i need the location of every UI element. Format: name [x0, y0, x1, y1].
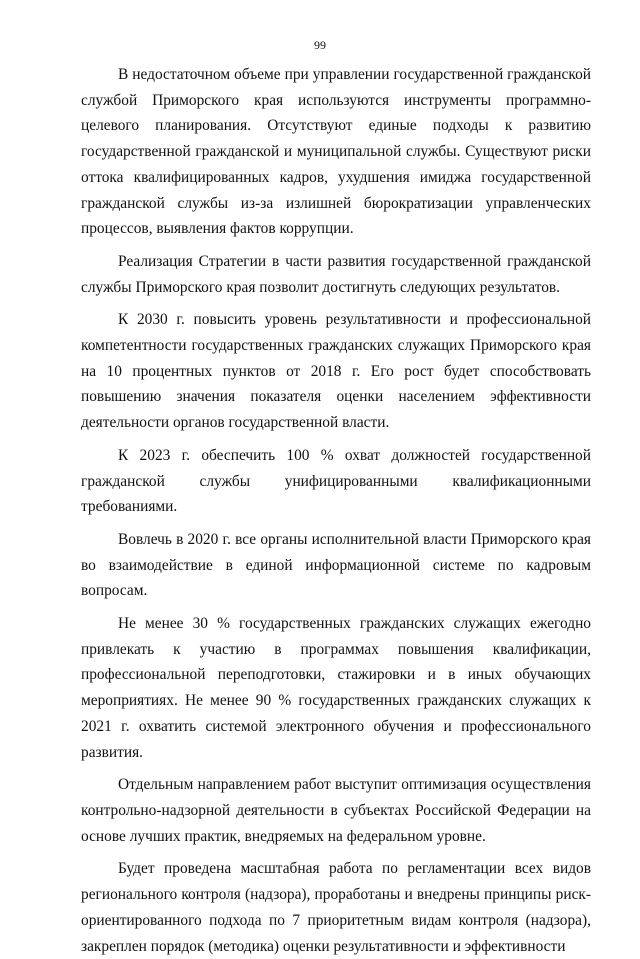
paragraph-training-targets: Не менее 30 % государственных гражданских служащих ежегодно привлекать к участию в программах повышения квалификации, профессиональной переподготовки, стажировки и в иных обучающих мероприятиях. Не менее 90 % государственных гражданских служащих к 2021 г. охватить системой электронного обучения и профессионального развития. — [81, 615, 591, 761]
paragraph-strategy-results: Реализация Стратегии в части развития государственной гражданской службы Приморского края позволит достигнуть следующих результатов. — [81, 252, 591, 296]
document-body — [81, 62, 591, 959]
paragraph-regulation-work: Будет проведена масштабная работа по регламентации всех видов регионального контроля (надзора), проработаны и внедрены принципы риск-ориентированного подхода по 7 приоритетным видам контроля (надзора), закреплен порядок (методика) оценки результативности и эффективности — [81, 860, 591, 955]
paragraph-target-2020: Вовлечь в 2020 г. все органы исполнительной власти Приморского края во взаимодействие в единой информационной системе по кадровым вопросам. — [81, 530, 591, 600]
paragraph-target-2030: К 2030 г. повысить уровень результативности и профессиональной компетентности государственных гражданских служащих Приморского края на 10 процентных пунктов от 2018 г. Его рост будет способствовать повышению значения показателя оценки населением эффективности деятельности органов государственной власти. — [81, 311, 591, 432]
paragraph-control-optimization: Отдельным направлением работ выступит оптимизация осуществления контрольно-надзорной деятельности в субъектах Российской Федерации на основе лучших практик, внедряемых на федеральном уровне. — [81, 776, 591, 845]
paragraph-target-2023: К 2023 г. обеспечить 100 % охват должностей государственной гражданской службы унифицированными квалификационными требованиями. — [81, 446, 591, 516]
page-number: 99 — [314, 38, 326, 52]
paragraph-current-problems: В недостаточном объеме при управлении государственной гражданской службой Приморского края используются инструменты программно-целевого планирования. Отсутствуют единые подходы к развитию государственной гражданской и муниципальной службы. Существуют риски оттока квалифицированных кадров, ухудшения имиджа государственной гражданской службы из-за излишней бюрократизации управленческих процессов, выявления фактов коррупции. — [81, 66, 591, 238]
